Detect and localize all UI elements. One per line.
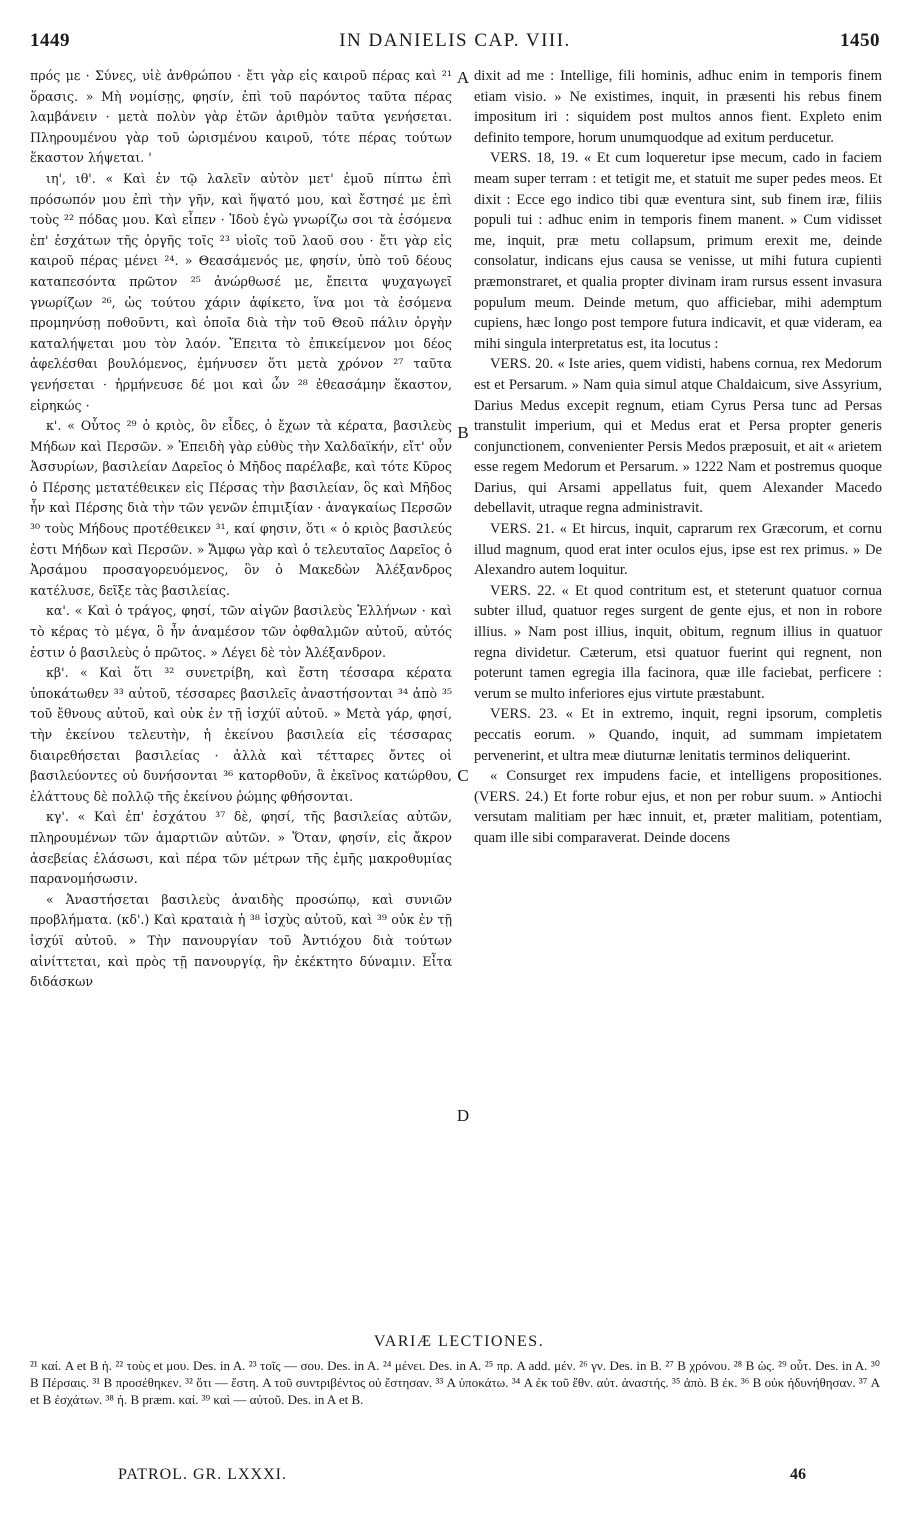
page-header (30, 30, 880, 58)
page-footer (30, 1466, 880, 1488)
greek-paragraph: κα'. « Καὶ ὁ τράγος, φησί, τῶν αἰγῶν βασιλεὺς Ἑλλήνων · καὶ τὸ κέρας τὸ μέγα, ὃ ἦν ἀναμέσον τῶν ὀφθαλμῶν αὐτοῦ, αὐτός ἐστιν ὁ βασιλεὺς ὁ πρῶτος. » Λέγει δὲ τὸν Ἀλέξανδρον. (30, 603, 452, 660)
latin-paragraph: VERS. 22. « Et quod contritum est, et steterunt quatuor cornua subter illud, quatuor reges surgent de gente ejus, et non in robore illius. » Nam post illius, inquit, obitum, regnum illius in quatuor regna dividetur. Cæterum, etsi quatuor fuerint qui regnent, non poterunt tamen egregia illa facinora, quæ ille faciebat, perficere : verum se multo inferiores ejus virtute præstabunt. (474, 582, 882, 702)
section-marker-a: A (456, 68, 470, 87)
page-number-left: 1449 (30, 30, 70, 51)
variae-lectiones-notes: ²¹ καί. A et B ἡ. ²² τοὺς et μου. Des. in A. ²³ τοῖς — σου. Des. in A. ²⁴ μένει. Des. in A. ²⁵ πρ. A add. μέν. ²⁶ γν. Des. in B. ²⁷ B χρόνου. ²⁸ B ὡς. ²⁹ οὗτ. Des. in A. ³⁰ B Πέρσαις. ³¹ B προσέθηκεν. ³² ὅτι — ἔστη. A τοῦ συντριβέντος οὐ ἔστησαν. ³³ A ὑποκάτω. ³⁴ A ἐκ τοῦ ἔθν. αὐτ. ἀναστής. ³⁵ ἀπὸ. B ἐκ. ³⁶ B οὐκ ἠδυνήθησαν. ³⁷ A et B ἐσχάτων. ³⁸ ἡ. B præm. καί. ³⁹ καὶ — αὐτοῦ. Des. in A et B. (30, 1358, 880, 1407)
volume-signature: PATROL. GR. LXXXI. (118, 1466, 287, 1483)
page-number-right: 1450 (840, 30, 880, 51)
greek-paragraph: κγ'. « Καὶ ἐπ' ἐσχάτου ³⁷ δὲ, φησί, τῆς βασιλείας αὐτῶν, πληρουμένων τῶν ἁμαρτιῶν αὐτῶν. » Ὅταν, φησίν, εἰς ἄκρον ἀσεβείας ἐλάσωσι, καὶ πέρα τῶν μέτρων τῆς ἐμῆς μακροθυμίας παρανομήσωσιν. (30, 809, 452, 887)
section-marker-d: D (456, 1106, 470, 1125)
latin-paragraph: dixit ad me : Intellige, fili hominis, adhuc enim in temporis finem etiam visio. » Ne existimes, inquit, in præsenti his rebus finem impositum iri : siquidem post multos annos fient. Expleto enim definito tempore, horum unumquodque ad exitum perducetur. (474, 68, 882, 146)
gathering-number: 46 (790, 1466, 806, 1483)
greek-paragraph: ιη', ιθ'. « Καὶ ἐν τῷ λαλεῖν αὐτὸν μετ' ἐμοῦ πίπτω ἐπὶ πρόσωπόν μου ἐπὶ τὴν γῆν, καὶ ἥψατό μου, καὶ ἔστησέ με ἐπὶ τοὺς ²² πόδας μου. Καὶ εἶπεν · Ἰδοὺ ἐγὼ γνωρίζω σοι τὰ ἐσόμενα ἐπ' ἐσχάτων τῆς ὀργῆς τοῖς ²³ υἱοῖς τοῦ λαοῦ σου · ἔτι γὰρ εἰς καιροῦ πέρας μένει ²⁴. » Θεασάμενός με, φησίν, ὑπὸ τοῦ δέους καταπεσόντα πρῶτον ²⁵ ἀνώρθωσέ με, ἔπειτα ψυχαγωγεῖ γνωρίζων ²⁶, ὡς τούτου χάριν ἀφίκετο, ἵνα μοι τὰ ἐσόμενα προμηνύσῃ ποθοῦντι, καὶ ὁποῖα διὰ τὴν τοῦ Θεοῦ πάλιν ὀργὴν καταλήψεται μου τὸν λαόν. Ἔπειτα τὸ ἐπικείμενον μοι δέος ἀφελέσθαι βουλόμενος, ἐμήνυσεν ὅτι μετὰ χρόνον ²⁷ ταῦτα γενήσεται · ἡρμήνευσε δέ μοι καὶ ὧν ²⁸ ἐθεασάμην ἕκαστον, εἰρηκώς · (30, 170, 452, 413)
latin-paragraph: VERS. 21. « Et hircus, inquit, caprarum rex Græcorum, et cornu illud magnum, quod erat inter oculos ejus, ipse est rex primus. » De Alexandro autem loquitur. (474, 521, 882, 579)
latin-paragraph: VERS. 23. « Et in extremo, inquit, regni ipsorum, completis peccatis eorum. » Quando, inquit, ad summam impietatem pervenerint, et ultra meæ diuturnæ lenitatis terminos deliquerint. (474, 706, 882, 764)
greek-paragraph: κβ'. « Καὶ ὅτι ³² συνετρίβη, καὶ ἔστη τέσσαρα κέρατα ὑποκάτωθεν ³³ αὐτοῦ, τέσσαρες βασιλεῖς ἀναστήσονται ³⁴ ἀπὸ ³⁵ τοῦ ἔθνους αὐτοῦ, καὶ οὐκ ἐν τῇ ἰσχύϊ αὐτοῦ. » Μετὰ γάρ, φησί, τὴν ἐκείνου τελευτὴν, ἡ ἐκείνου βασιλεία εἰς τέσσαρας διαιρεθήσεται βασιλείας · ἀλλὰ καὶ τέτταρες ὄντες οἱ βασιλεύοντες οὐ δυνήσονται ³⁶ κατορθοῦν, ἃ ἐκεῖνος κατώρθου, ἐλάττους δὲ πολλῷ τῆς ἐκείνου ῥώμης φθήσονται. (30, 665, 452, 804)
greek-column (30, 66, 452, 993)
variae-lectiones-heading: VARIÆ LECTIONES. (373, 1333, 545, 1350)
latin-paragraph: « Consurget rex impudens facie, et intelligens propositiones. (VERS. 24.) Et forte robur ejus, et non per robur suum. » Antiochi versutam malitiam per hæc innuit, et, præter malitiam, potentiam, quam ille sibi comparaverat. Deinde docens (474, 768, 882, 846)
greek-paragraph: κ'. « Οὗτος ²⁹ ὁ κριὸς, ὃν εἶδες, ὁ ἔχων τὰ κέρατα, βασιλεὺς Μήδων καὶ Περσῶν. » Ἐπειδὴ γὰρ εὐθὺς τὴν Χαλδαϊκήν, εἴτ' οὖν Ἀσσυρίων, βασιλείαν Δαρεῖος ὁ Μῆδος παρέλαβε, καὶ τότε Κῦρος ὁ Πέρσης μετατέθεικεν εἰς Πέρσας τὴν βασιλείαν, ὃς καὶ Μῆδος ἦν καὶ Πέρσης διὰ τὴν τῶν γενῶν ἐπιμιξίαν · ἀναγκαίως Περσῶν ³⁰ τοὺς Μήδους προτέθεικεν ³¹, καί φησιν, ὅτι « ὁ κριὸς βασιλεύς ἐστι Μήδων καὶ Περσῶν. » Ἄμφω γὰρ καὶ ὁ τελευταῖος Δαρεῖος ὁ Ἀρσάμου προσαγορευόμενος, ὃν ὁ Μακεδὼν Ἀλέξανδρος κατέλυσε, δεῖξε τὰς βασιλείας. (30, 418, 452, 598)
section-marker-b: B (457, 423, 469, 442)
latin-column (474, 66, 882, 849)
latin-paragraph: VERS. 18, 19. « Et cum loqueretur ipse mecum, cado in faciem meam super terram : et tetigit me, et statuit me super pedes meos. Et dixit : Ecce ego indico tibi quæ eventura sint, sub finem iræ, filiis populi tui : adhuc enim in temporis finem manent. » Cum vidisset me, inquit, præ metu collapsum, primum erexit me, deinde consolatur, indicans ejus causa se venisse, ut mihi futura cupienti præmonstraret, et qualia propter divinam iram rursus essent invasura populum meum. Deinde metum, quo afficiebar, mihi ademptum cupiens, hæc longo post tempore futura indicavit, et quæ videram, ea mihi singula interpretatus est, ita locutus : (474, 150, 882, 352)
greek-paragraph: « Ἀναστήσεται βασιλεὺς ἀναιδὴς προσώπῳ, καὶ συνιῶν προβλήματα. (κδ'.) Καὶ κραταιὰ ἡ ³⁸ ἰσχὺς αὐτοῦ, καὶ ³⁹ οὐκ ἐν τῇ ἰσχύϊ αὐτοῦ. » Τὴν πανουργίαν τοῦ Ἀντιόχου διὰ τούτων αἰνίττεται, καὶ πρὸς τῇ πανουργίᾳ, ἣν ἐκέκτητο δύναμιν. Εἶτα διδάσκων (30, 891, 452, 990)
greek-paragraph: πρός με · Σύνες, υἱὲ ἀνθρώπου · ἔτι γὰρ εἰς καιροῦ πέρας καὶ ²¹ ὅρασις. » Μὴ νομίσῃς, φησίν, ἐπὶ τοῦ παρόντος ταῦτα πέρας λαμβάνειν · μετὰ πολὺν γὰρ ἐτῶν ἀριθμὸν ταῦτα γενήσεται. Πληρουμένου γὰρ τοῦ ὡρισμένου καιροῦ, τότε πέρας τούτων ἕκαστον λήψεται. ' (30, 68, 452, 166)
latin-paragraph: VERS. 20. « Iste aries, quem vidisti, habens cornua, rex Medorum est et Persarum. » Nam quia simul atque Chaldaicum, sive Assyrium, Darius Medus excepit regnum, etiam Cyrus Persa tunc ad Persas transtulit imperium, qui et Medus erat et Persa propter generis conjunctionem, convenienter Persis Medos præposuit, et ait « arietem esse regem Medorum et Persarum. » 1222 Nam et postremus quoque Darius, qui Arsami appellatus fuit, quem Alexander Macedo debellavit, utraque regna administravit. (474, 356, 882, 517)
running-title: IN DANIELIS CAP. VIII. (339, 30, 571, 51)
section-marker-c: C (457, 766, 469, 785)
